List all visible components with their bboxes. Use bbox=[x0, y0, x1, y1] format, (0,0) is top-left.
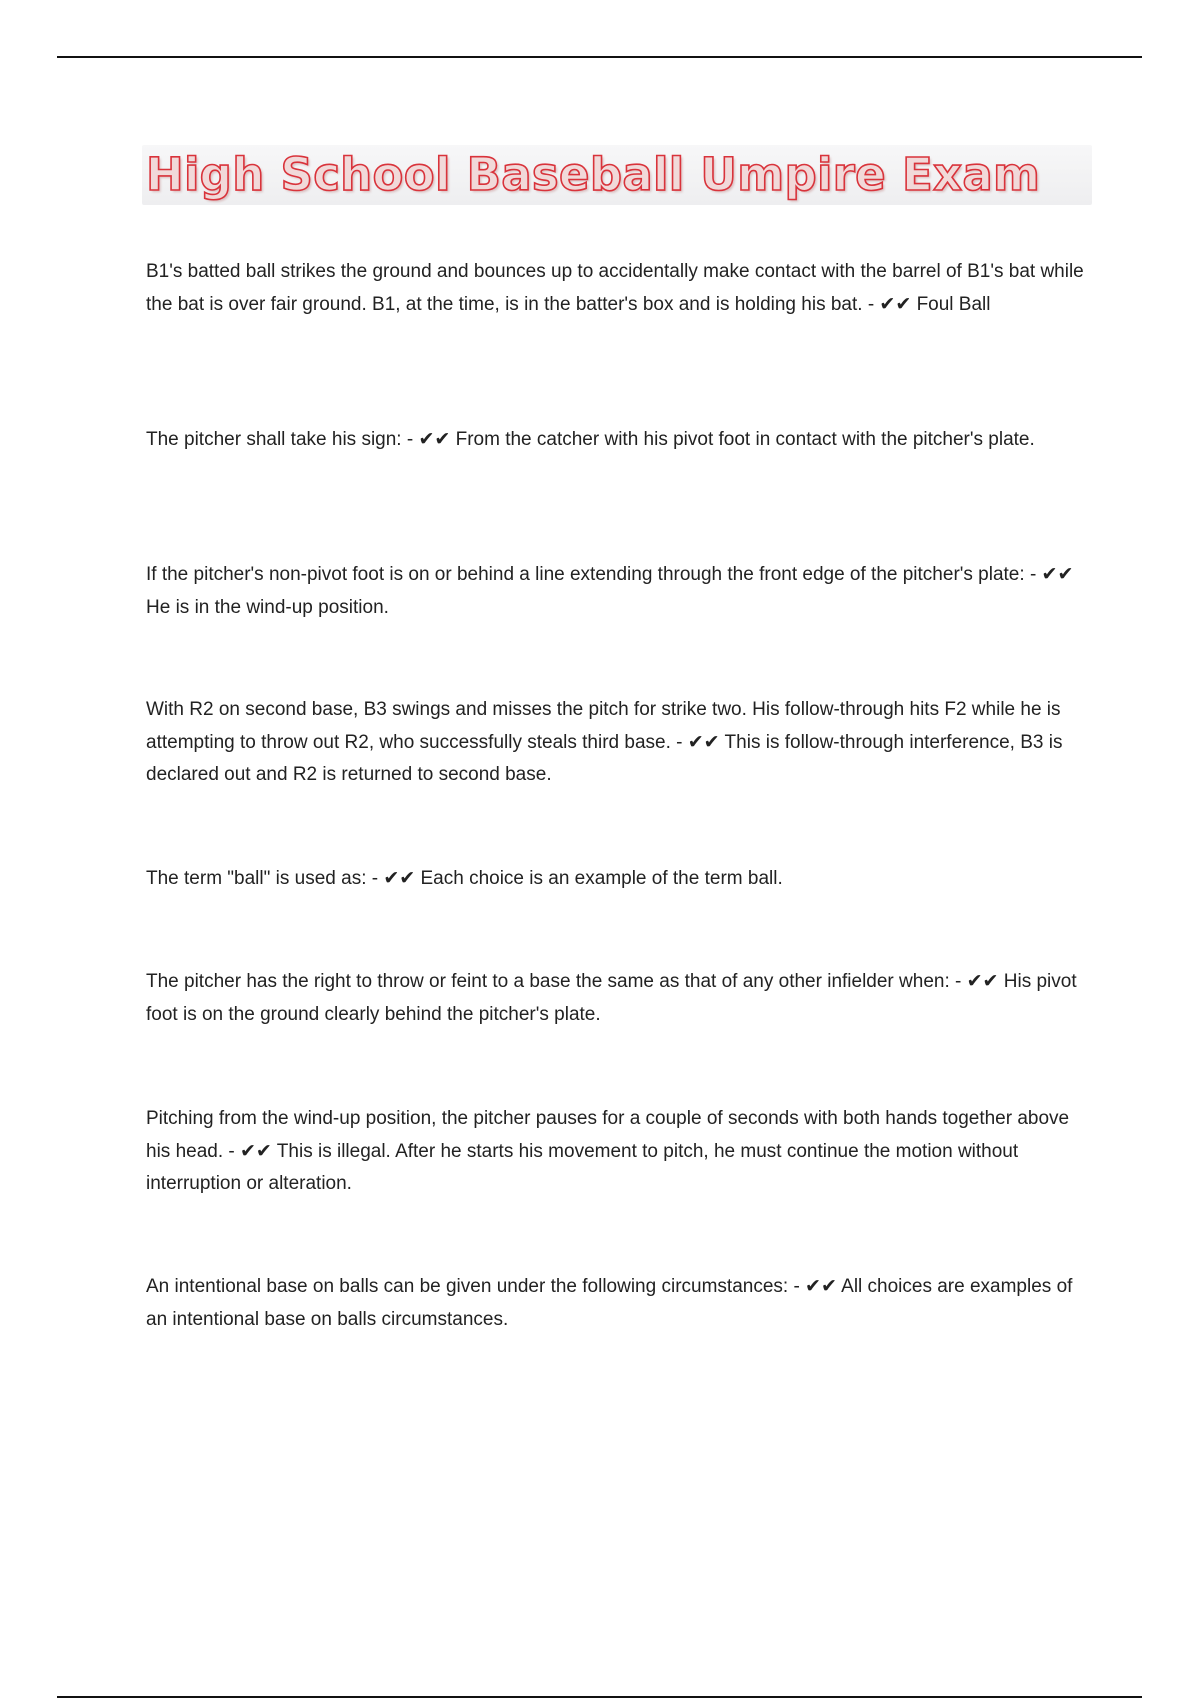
question-answer-list bbox=[146, 256, 1091, 1371]
answer-separator: - ✔✔ bbox=[862, 293, 912, 315]
bottom-rule bbox=[57, 1696, 1142, 1698]
answer-separator: - ✔✔ bbox=[670, 731, 720, 753]
top-rule bbox=[57, 56, 1142, 58]
answer-text: This is follow-through interference, B3 is declared out and R2 is returned to second base. bbox=[146, 731, 1063, 785]
answer-separator: - ✔✔ bbox=[949, 971, 999, 992]
question-text: Pitching from the wind-up position, the pitcher pauses for a couple of seconds with both hands together above his head. bbox=[146, 1108, 1070, 1162]
qa-item bbox=[146, 966, 1091, 1103]
qa-item bbox=[146, 1271, 1091, 1371]
question-text: The term "ball" is used as: bbox=[146, 868, 367, 889]
qa-item bbox=[146, 1103, 1091, 1271]
answer-text: From the catcher with his pivot foot in contact with the pitcher's plate. bbox=[455, 429, 1035, 450]
answer-separator: - ✔✔ bbox=[788, 1276, 837, 1297]
answer-separator: - ✔✔ bbox=[366, 868, 416, 889]
answer-text: He is in the wind-up position. bbox=[146, 596, 389, 618]
answer-text: His pivot foot is on the ground clearly behind the pitcher's plate. bbox=[146, 971, 1077, 1025]
question-text: An intentional base on balls can be given under the following circumstances: bbox=[146, 1276, 789, 1297]
answer-text: All choices are examples of an intentional base on balls circumstances. bbox=[146, 1276, 1073, 1330]
answer-separator: - ✔✔ bbox=[1024, 564, 1074, 585]
qa-item bbox=[146, 863, 1091, 966]
answer-separator: - ✔✔ bbox=[401, 429, 451, 450]
question-text: If the pitcher's non-pivot foot is on or behind a line extending through the front edge of the pitcher's plate: bbox=[146, 564, 1025, 585]
question-text: The pitcher shall take his sign: bbox=[146, 429, 402, 450]
document-title: High School Baseball Umpire Exam bbox=[146, 148, 1041, 201]
answer-separator: - ✔✔ bbox=[223, 1140, 272, 1162]
question-text: With R2 on second base, B3 swings and misses the pitch for strike two. His follow-through hits F2 while he is attempting to throw out R2, who successfully steals third base. bbox=[146, 699, 1061, 753]
question-text: The pitcher has the right to throw or feint to a base the same as that of any other infielder when: bbox=[146, 971, 950, 992]
qa-item bbox=[146, 694, 1091, 863]
title-banner bbox=[142, 145, 1092, 205]
qa-item bbox=[146, 559, 1091, 694]
answer-text: This is illegal. After he starts his movement to pitch, he must continue the motion without interruption or alteration. bbox=[146, 1140, 1019, 1194]
qa-item bbox=[146, 424, 1091, 559]
qa-item bbox=[146, 256, 1091, 424]
answer-text: Foul Ball bbox=[916, 293, 991, 315]
answer-text: Each choice is an example of the term ball. bbox=[420, 868, 783, 889]
question-text: B1's batted ball strikes the ground and bounces up to accidentally make contact with the barrel of B1's bat while the bat is over fair ground. B1, at the time, is in the batter's box and is holding his bat. bbox=[146, 261, 1084, 315]
